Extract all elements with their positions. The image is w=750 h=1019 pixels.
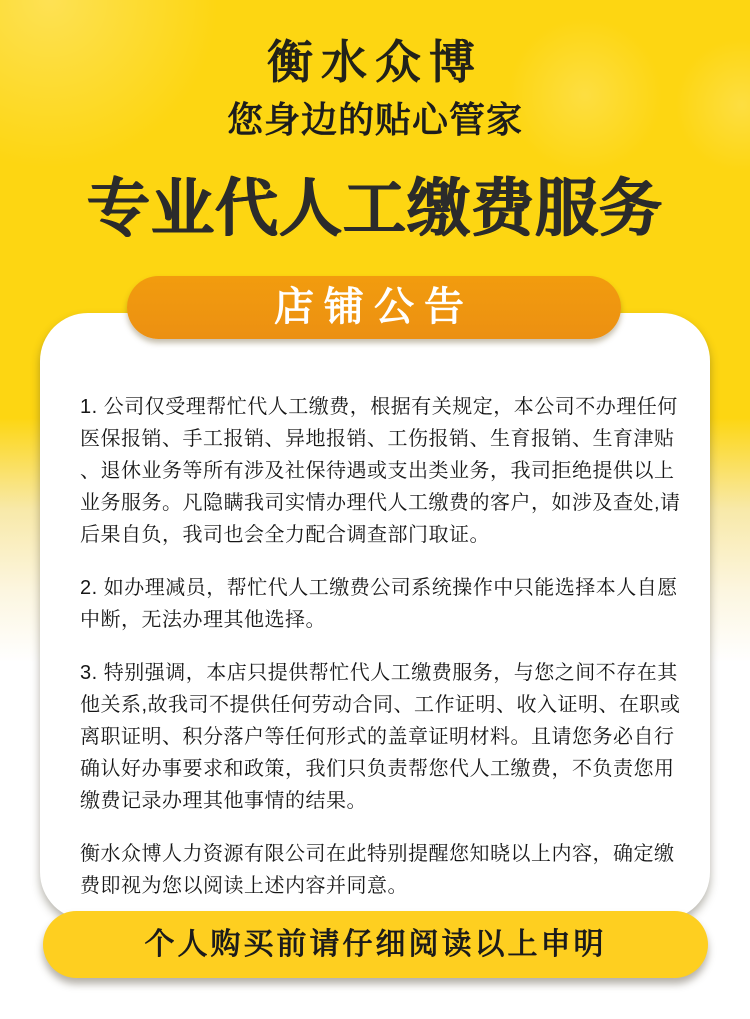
paragraph-line: 后果自负，我司也会全力配合调查部门取证。 (80, 524, 490, 546)
announcement-card (40, 313, 710, 920)
announcement-paragraph-2 (80, 572, 678, 636)
footer-notice-label: 个人购买前请仔细阅读以上申明 (144, 928, 607, 961)
brand-title: 衡水众博 (267, 35, 483, 89)
paragraph-line: 费即视为您以阅读上述内容并同意。 (80, 875, 408, 897)
footer-notice-pill (43, 911, 708, 978)
paragraph-line: 缴费记录办理其他事情的结果。 (80, 790, 367, 812)
paragraph-line: 1. 公司仅受理帮忙代人工缴费，根据有关规定，本公司不办理任何 (80, 396, 678, 418)
paragraph-line: 医保报销、手工报销、异地报销、工伤报销、生育报销、生育津贴 (80, 428, 675, 450)
announcement-paragraph-4 (80, 838, 674, 902)
announcement-paragraph-3 (80, 657, 681, 817)
brand-subtitle: 您身边的贴心管家 (226, 99, 523, 140)
paragraph-line: 离职证明、积分落户等任何形式的盖章证明材料。且请您务必自行 (80, 726, 675, 748)
paragraph-line: 业务服务。凡隐瞒我司实情办理代人工缴费的客户，如涉及查处,请 (80, 492, 681, 514)
paragraph-line: 中断，无法办理其他选择。 (80, 609, 326, 631)
paragraph-line: 衡水众博人力资源有限公司在此特别提醒您知晓以上内容，确定缴 (80, 843, 675, 865)
announcement-badge (127, 276, 621, 339)
announcement-badge-label: 店铺公告 (274, 285, 474, 329)
paragraph-line: 确认好办事要求和政策，我们只负责帮您代人工缴费，不负责您用 (80, 758, 675, 780)
announcement-paragraph-1 (80, 391, 681, 551)
paragraph-line: 、退休业务等所有涉及社保待遇或支出类业务，我司拒绝提供以上 (80, 460, 675, 482)
paragraph-line: 他关系,故我司不提供任何劳动合同、工作证明、收入证明、在职或 (80, 694, 681, 716)
paragraph-line: 3. 特别强调，本店只提供帮忙代人工缴费服务，与您之间不存在其 (80, 662, 678, 684)
paragraph-line: 2. 如办理减员，帮忙代人工缴费公司系统操作中只能选择本人自愿 (80, 577, 678, 599)
headline: 专业代人工缴费服务 (87, 174, 663, 244)
